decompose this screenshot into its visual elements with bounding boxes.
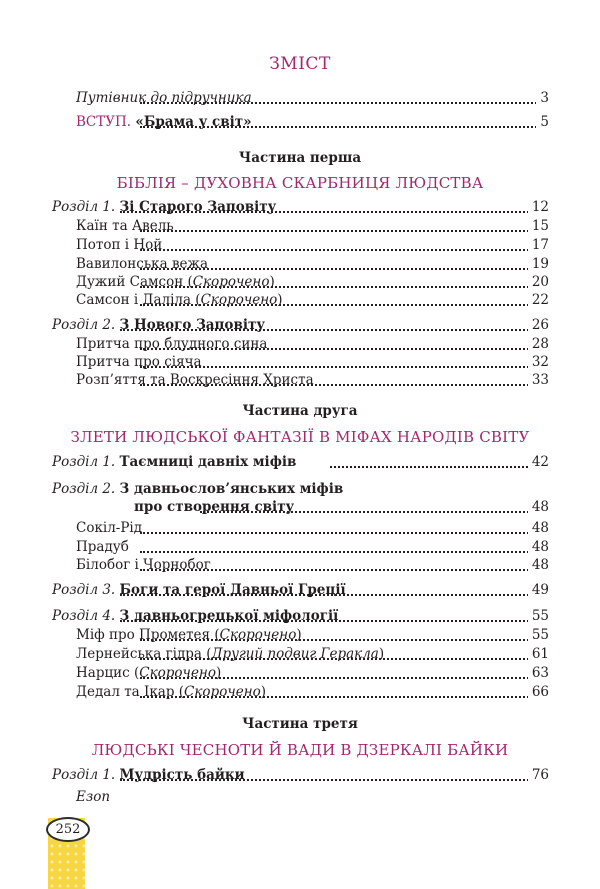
dot-leader [140, 551, 544, 553]
entry-label: Розділ 3. Боги та герої Давньої Греції [52, 581, 349, 599]
entry-label: Розділ 1. Таємниці давніх міфів [52, 454, 297, 470]
dot-leader [140, 658, 544, 660]
entry-label: Розділ 1. Зі Старого Заповіту [52, 198, 279, 216]
toc-item-entry[interactable] [0, 336, 600, 354]
entry-label: Притча про блудного сина [76, 335, 270, 353]
dot-leader [120, 620, 544, 622]
toc-item-entry[interactable] [0, 646, 600, 664]
entry-page: 32 [528, 353, 549, 371]
entry-page: 49 [528, 581, 549, 599]
toc-section-entry-title [0, 481, 600, 499]
toc-item-entry[interactable] [0, 274, 600, 292]
dot-leader [200, 511, 544, 513]
part-title: ЛЮДСЬКІ ЧЕСНОТИ Й ВАДИ В ДЗЕРКАЛІ БАЙКИ [91, 741, 509, 759]
toc-item-entry[interactable] [0, 539, 600, 557]
dot-leader [140, 696, 544, 698]
entry-label: ВСТУП. «Брама у світ» [76, 113, 255, 131]
entry-label: про створення світу [134, 498, 297, 516]
dot-leader [330, 466, 536, 468]
dot-leader [140, 126, 544, 128]
entry-label: Розділ 2. З Нового Заповіту [52, 316, 268, 334]
entry-label: Прадуб [76, 538, 132, 556]
entry-page: 20 [528, 273, 549, 291]
entry-page: 19 [528, 255, 549, 273]
toc-item-entry[interactable] [0, 627, 600, 645]
toc-item-entry[interactable] [0, 292, 600, 310]
dot-leader [120, 211, 544, 213]
entry-label: Лернейська гідра (Другий подвиг Геракла) [76, 645, 387, 663]
toc-item-entry[interactable] [0, 237, 600, 255]
entry-page: 5 [536, 113, 549, 131]
entry-page: 26 [528, 316, 549, 334]
part-label: Частина перша [238, 150, 362, 166]
entry-page: 48 [528, 556, 549, 574]
toc-item-entry[interactable] [0, 218, 600, 236]
part-title: ЗЛЕТИ ЛЮДСЬКОЇ ФАНТАЗІЇ В МІФАХ НАРОДІВ СВІТУ [70, 428, 530, 446]
part-title: БІБЛІЯ – ДУХОВНА СКАРБНИЦЯ ЛЮДСТВА [116, 174, 484, 192]
entry-label: Потоп і Ной [76, 236, 165, 254]
toc-item-entry[interactable] [0, 557, 600, 575]
dot-leader [120, 329, 544, 331]
dot-leader [140, 268, 544, 270]
dot-leader [140, 532, 544, 534]
entry-page: 76 [528, 766, 549, 784]
toc-section-entry[interactable] [0, 582, 600, 600]
toc-item-entry[interactable] [0, 520, 600, 538]
entry-page: 48 [528, 498, 549, 516]
toc-section-entry[interactable] [0, 317, 600, 335]
entry-label: Міф про Прометея (Скорочено) [76, 626, 305, 644]
toc-item-entry[interactable] [0, 665, 600, 683]
entry-label: Розділ 1. Мудрість байки [52, 766, 248, 784]
entry-page: 55 [528, 607, 549, 625]
entry-page: 28 [528, 335, 549, 353]
entry-label: Дедал та Ікар (Скорочено) [76, 683, 269, 701]
entry-label: Нарцис (Скорочено) [76, 664, 224, 682]
dot-leader [140, 249, 544, 251]
page-number-badge: 252 [46, 817, 90, 842]
dot-leader [140, 639, 544, 641]
toc-entry-vstup[interactable] [0, 114, 600, 132]
entry-label: Дужий Самсон (Скорочено) [76, 273, 278, 291]
toc-item-entry[interactable] [0, 256, 600, 274]
toc-section-entry[interactable] [0, 608, 600, 626]
entry-page: 55 [528, 626, 549, 644]
entry-page: 48 [528, 519, 549, 537]
dot-leader [140, 569, 544, 571]
toc-section-entry[interactable] [0, 199, 600, 217]
entry-page: 15 [528, 217, 549, 235]
dot-leader [140, 304, 544, 306]
dot-leader [140, 102, 544, 104]
entry-label: Розп’яття та Воскресіння Христа [76, 371, 317, 389]
entry-label: Сокіл-Рід [76, 519, 145, 537]
toc-item-entry[interactable] [0, 684, 600, 702]
entry-label: Каїн та Авель [76, 217, 177, 235]
entry-label: Путівник до підручника [76, 89, 255, 107]
dot-leader [140, 230, 544, 232]
dot-leader [120, 779, 544, 781]
toc-section-entry[interactable] [0, 767, 600, 785]
toc-entry-guide[interactable] [0, 90, 600, 108]
dot-leader [140, 384, 544, 386]
toc-section-entry[interactable] [0, 454, 600, 472]
dot-leader [140, 348, 544, 350]
entry-page: 42 [528, 453, 549, 471]
entry-page: 33 [528, 371, 549, 389]
entry-page: 61 [528, 645, 549, 663]
entry-label: Білобог і Чорнобог [76, 556, 214, 574]
dot-leader [140, 366, 544, 368]
entry-label: Притча про сіяча [76, 353, 205, 371]
toc-section-entry[interactable] [0, 499, 600, 517]
toc-item-entry[interactable] [0, 789, 600, 807]
toc-item-entry[interactable] [0, 354, 600, 372]
entry-page: 48 [528, 538, 549, 556]
part-label: Частина третя [242, 716, 358, 732]
entry-label: Самсон і Даліла (Скорочено) [76, 291, 286, 309]
entry-label: Розділ 4. З давньогрецької міфології [52, 607, 341, 625]
entry-page: 63 [528, 664, 549, 682]
dot-leader [120, 594, 544, 596]
entry-page: 66 [528, 683, 549, 701]
entry-page: 12 [528, 198, 549, 216]
entry-page: 22 [528, 291, 549, 309]
toc-title: ЗМІСТ [269, 54, 331, 74]
part-label: Частина друга [242, 403, 358, 419]
entry-label: Розділ 2. З давньослов’янських міфів [52, 481, 344, 497]
dot-leader [140, 677, 544, 679]
entry-page: 17 [528, 236, 549, 254]
entry-label: Езоп [76, 789, 111, 805]
dot-leader [140, 286, 544, 288]
toc-item-entry[interactable] [0, 372, 600, 390]
entry-label: Вавилонська вежа [76, 255, 211, 273]
entry-page: 3 [536, 89, 549, 107]
